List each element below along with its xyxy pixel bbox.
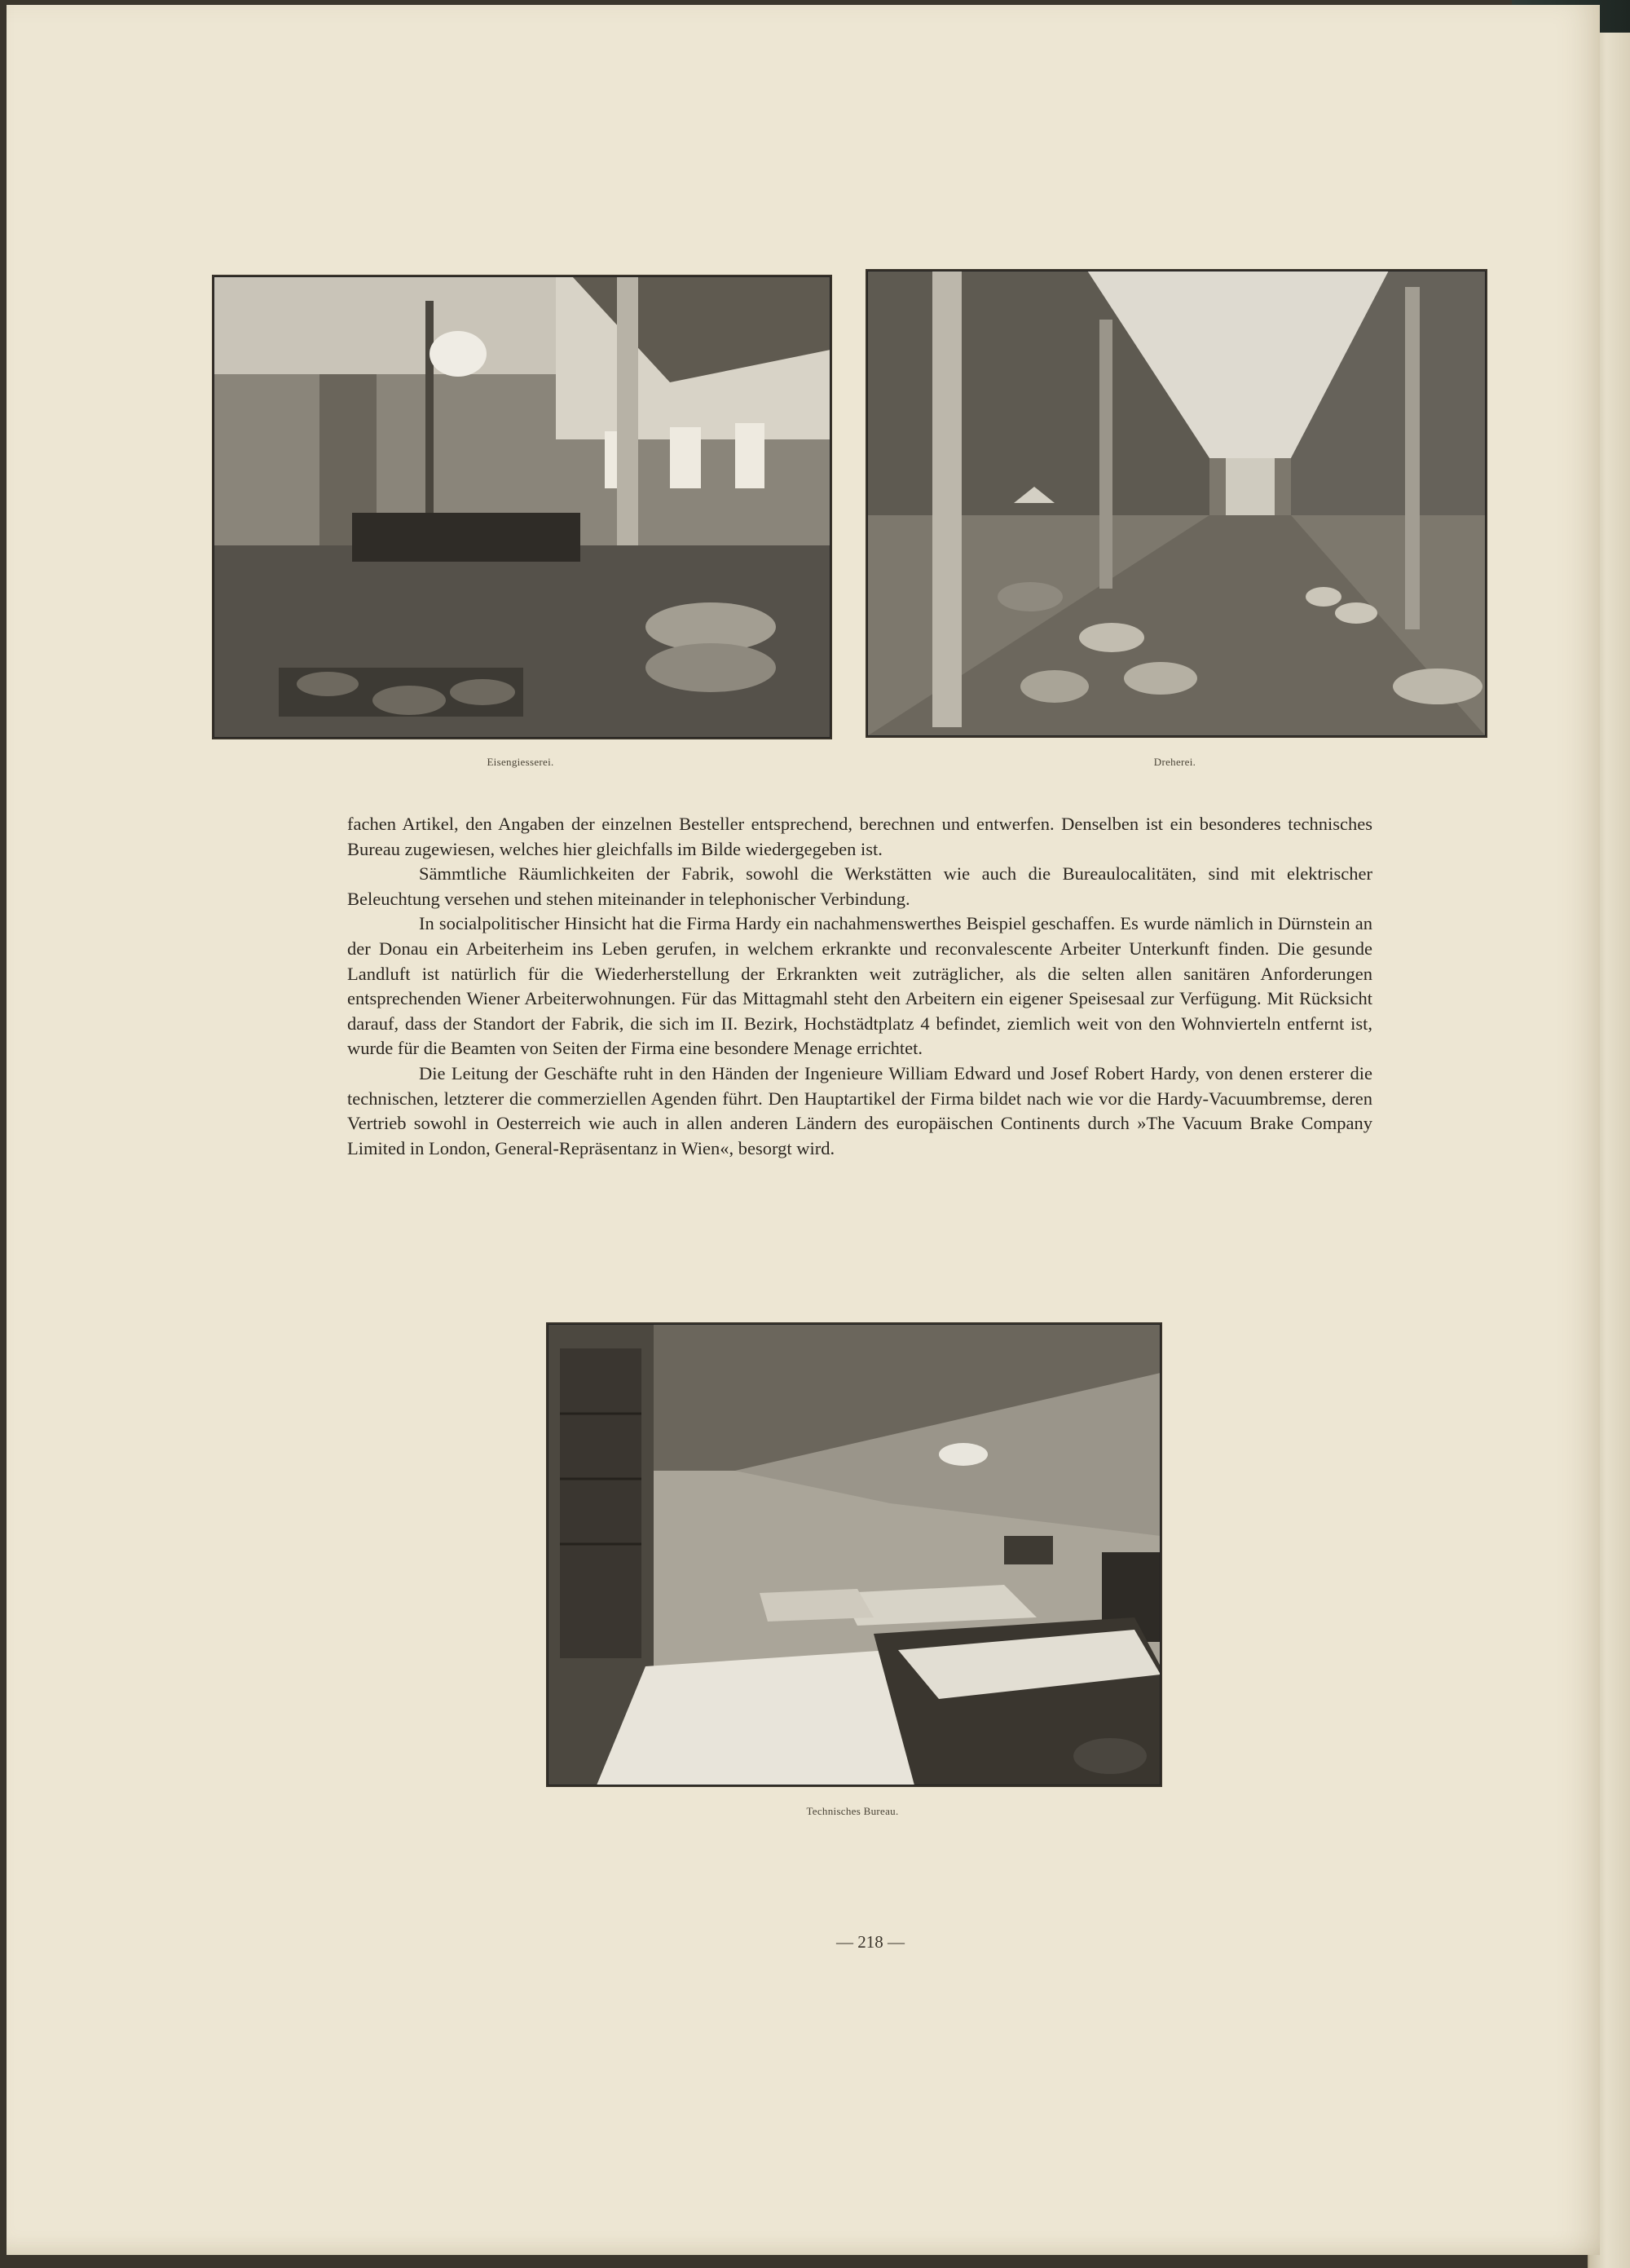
page-number: — 218 —: [836, 1932, 905, 1952]
book-page: [7, 5, 1600, 2255]
paragraph-3: In socialpolitischer Hinsicht hat die Firma Hardy ein nachahmenswerthes Beispiel geschaffen. Es wurde nämlich in Dürnstein an der Donau ein Arbeiterheim ins Leben gerufen, in welchem erkrankte und reconvalescente Arbeiter Unterkunft finden. Die gesunde Landluft ist natürlich für die Wiederherstellung der Erkrankten weit zuträglicher, als die selten allen sanitären Anforderungen entsprechenden Wiener Arbeiterwohnungen. Für das Mittagmahl steht den Arbeitern ein eigener Speisesaal zur Verfügung. Mit Rücksicht darauf, dass der Standort der Fabrik, die sich im II. Bezirk, Hochstädtplatz 4 befindet, ziemlich weit von den Wohnvierteln entfernt ist, wurde für die Beamten von Seiten der Firma eine besondere Menage errichtet.: [347, 913, 1372, 1059]
photo-turnery: [866, 269, 1487, 738]
body-text: [347, 812, 1372, 1161]
paragraph-1: fachen Artikel, den Angaben der einzelnen Besteller entsprechend, berechnen und entwerfen. Denselben ist ein besonderes technisches Bureau zugewiesen, welches hier gleichfalls im Bilde wiedergegeben ist.: [347, 814, 1372, 859]
paragraph-2: Sämmtliche Räumlichkeiten der Fabrik, sowohl die Werkstätten wie auch die Bureaulocalitäten, sind mit elektrischer Beleuchtung versehen und stehen miteinander in telephonischer Verbindung.: [347, 863, 1372, 909]
photo-foundry: [212, 275, 832, 739]
photo-bureau: [546, 1322, 1162, 1787]
caption-turnery: Dreherei.: [1153, 756, 1196, 768]
caption-bureau: Technisches Bureau.: [806, 1805, 899, 1817]
caption-foundry: Eisengiesserei.: [487, 756, 554, 768]
paragraph-4: Die Leitung der Geschäfte ruht in den Händen der Ingenieure William Edward und Josef Robert Hardy, von denen ersterer die technischen, letzterer die commerziellen Agenden führt. Den Hauptartikel der Firma bildet nach wie vor die Hardy-Vacuumbremse, deren Vertrieb sowohl in Oesterreich wie auch in allen anderen Ländern des europäischen Continents durch »The Vacuum Brake Company Limited in London, General-Repräsentanz in Wien«, besorgt wird.: [347, 1062, 1372, 1158]
